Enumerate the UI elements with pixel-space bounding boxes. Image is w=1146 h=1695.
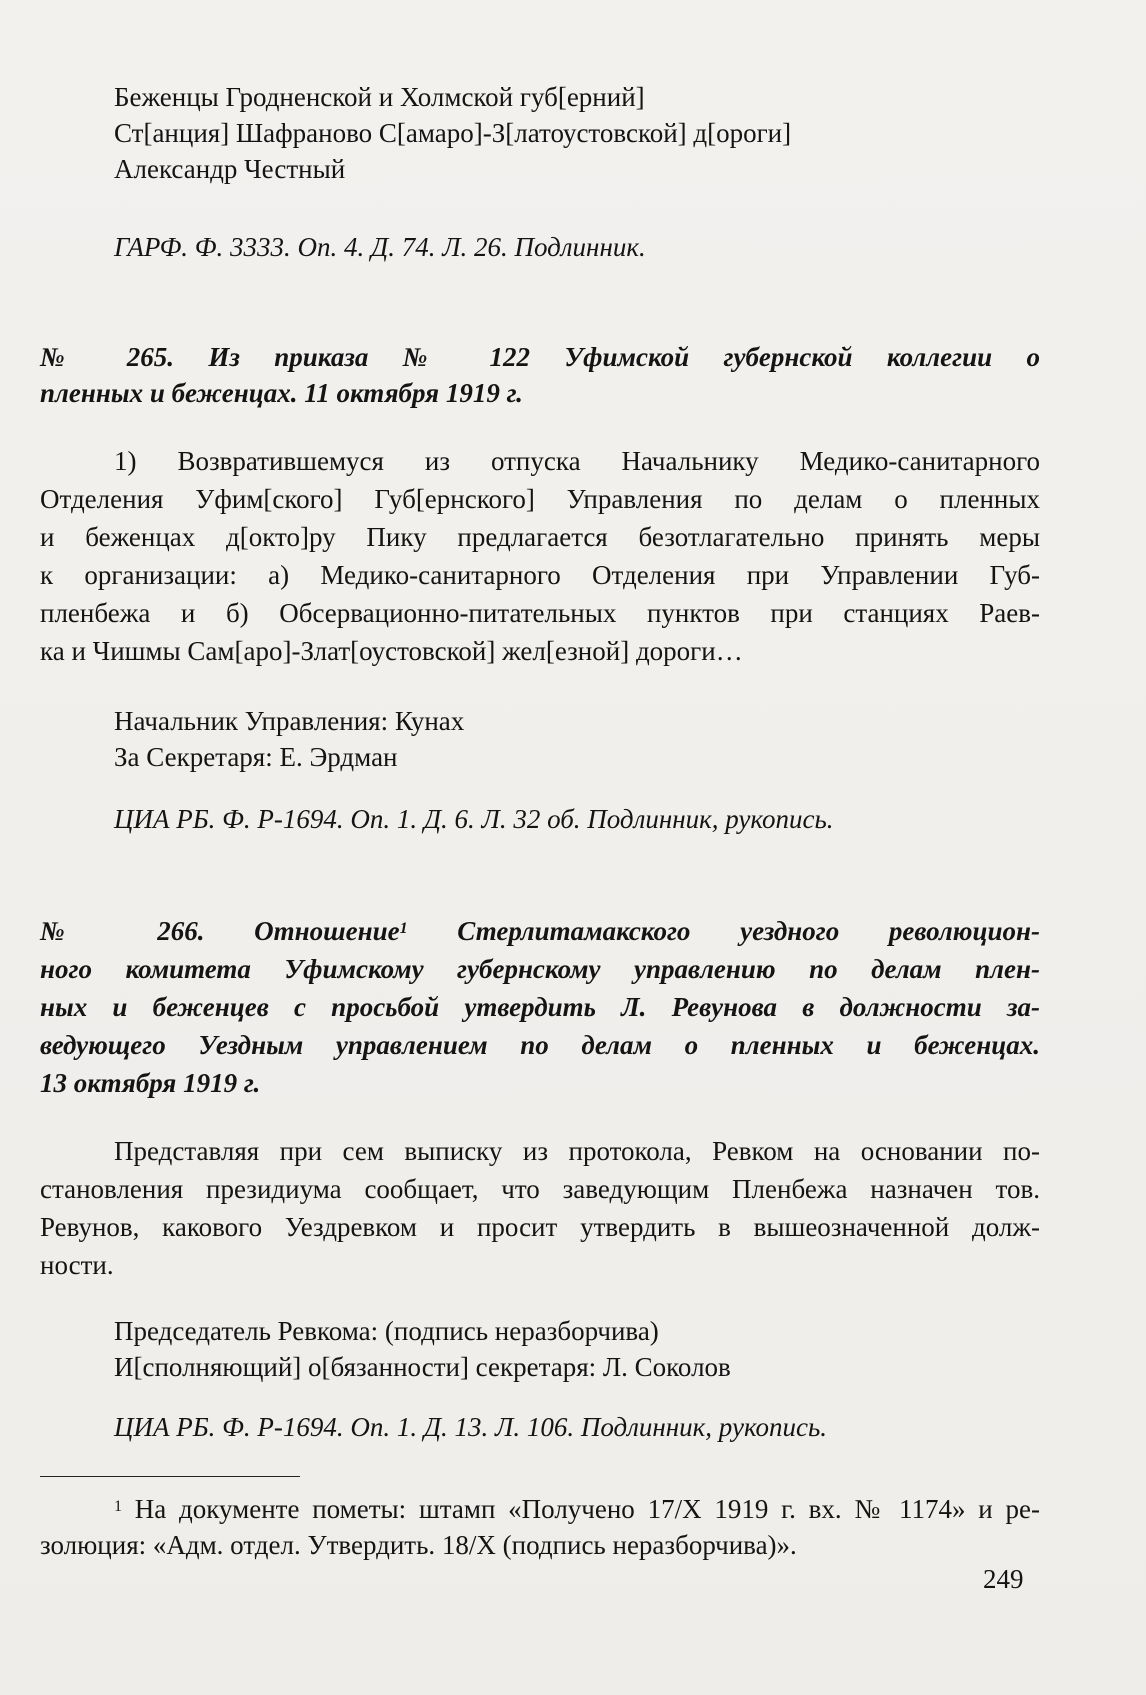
doc266-body-line-4: ности. — [40, 1250, 114, 1280]
doc265-body-line-2: Отделения Уфим[ского] Губ[ернского] Управления по делам о пленных — [40, 484, 1040, 514]
doc265-archive-source: ЦИА РБ. Ф. Р-1694. Оп. 1. Д. 6. Л. 32 об. Подлинник, рукопись. — [114, 804, 834, 834]
doc266-body-line-2: становления президиума сообщает, что заведующим Пленбежа назначен тов. — [40, 1174, 1040, 1204]
doc265-title-line-1: № 265. Из приказа № 122 Уфимской губернской коллегии о — [40, 342, 1040, 372]
doc265-title-line-2: пленных и беженцах. 11 октября 1919 г. — [40, 378, 523, 408]
doc266-title-line-2: ного комитета Уфимскому губернскому управлению по делам плен- — [40, 954, 1040, 984]
footnote-line-1: $^1$ На документе пометы: штамп «Получено 17/X 1919 г. вх. № 1174» и ре- — [114, 1494, 1040, 1524]
doc265-body-line-4: к организации: а) Медико-санитарного Отделения при Управлении Губ- — [40, 560, 1040, 590]
header-line-1: Беженцы Гродненской и Холмской губ[ерний] — [114, 82, 645, 112]
doc266-title-line-5: 13 октября 1919 г. — [40, 1068, 261, 1098]
archive-source-1: ГАРФ. Ф. 3333. Оп. 4. Д. 74. Л. 26. Подлинник. — [114, 232, 646, 262]
header-line-3: Александр Честный — [114, 154, 346, 184]
doc266-title-line-4: ведующего Уездным управлением по делам о пленных и беженцах. — [40, 1030, 1040, 1060]
footnote-mark: 1 — [114, 1498, 122, 1515]
page-number: 249 — [983, 1564, 1024, 1594]
doc265-signature-2: За Секретаря: Е. Эрдман — [114, 742, 398, 772]
doc266-signature-2: И[сполняющий] о[бязанности] секретаря: Л. Соколов — [114, 1352, 731, 1382]
doc266-signature-1: Председатель Ревкома: (подпись неразборчива) — [114, 1316, 659, 1346]
footnote-ref: 1 — [399, 920, 408, 937]
doc265-body-line-5: пленбежа и б) Обсервационно-питательных пунктов при станциях Раев- — [40, 598, 1040, 628]
doc265-body-line-6: ка и Чишмы Сам[аро]-Злат[оустовской] жел[езной] дороги… — [40, 636, 743, 666]
doc266-title-line-1: № 266. Отношение$^1$ Стерлитамакского уездного революцион- — [40, 916, 1040, 946]
doc266-title-line-3: ных и беженцев с просьбой утвердить Л. Ревунова в должности за- — [40, 992, 1040, 1022]
doc266-body-line-3: Ревунов, какового Уездревком и просит утвердить в вышеозначенной долж- — [40, 1212, 1040, 1242]
doc265-signature-1: Начальник Управления: Кунах — [114, 706, 465, 736]
header-line-2: Ст[анция] Шафраново С[амаро]-З[латоустовской] д[ороги] — [114, 118, 792, 148]
doc266-archive-source: ЦИА РБ. Ф. Р-1694. Оп. 1. Д. 13. Л. 106. Подлинник, рукопись. — [114, 1412, 828, 1442]
doc266-body-line-1: Представляя при сем выписку из протокола, Ревком на основании по- — [114, 1136, 1040, 1166]
footnote-divider — [40, 1476, 300, 1477]
doc265-body-line-3: и беженцах д[окто]ру Пику предлагается безотлагательно принять меры — [40, 522, 1040, 552]
footnote-line-2: золюция: «Адм. отдел. Утвердить. 18/X (подпись неразборчива)». — [40, 1530, 797, 1560]
doc265-body-line-1: 1) Возвратившемуся из отпуска Начальнику Медико-санитарного — [114, 446, 1040, 476]
